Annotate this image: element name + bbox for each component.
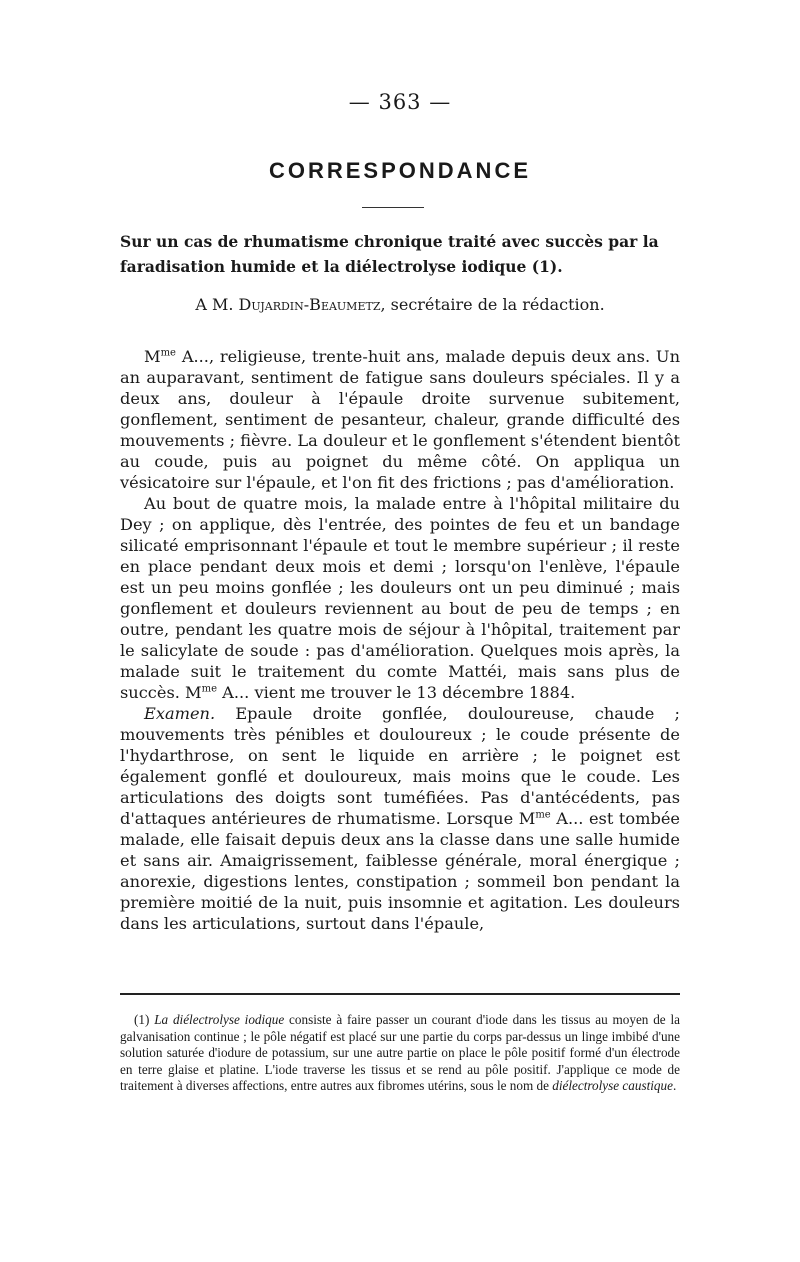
title-divider	[362, 207, 424, 208]
footnote-marker: (1)	[134, 1012, 155, 1027]
text-run: A... vient me trouver le 13 décembre 1884.	[217, 683, 576, 702]
section-heading: CORRESPONDANCE	[268, 158, 532, 183]
letter-body	[120, 346, 680, 934]
paragraph-hospital	[120, 493, 680, 703]
address-name: Dujardin-Beaumetz	[238, 295, 381, 314]
address-prefix: A M.	[195, 295, 234, 314]
superscript: me	[201, 683, 218, 695]
text-run: .	[672, 1078, 677, 1094]
superscript: me	[535, 809, 551, 821]
footnote	[120, 1012, 680, 1095]
article-title: Sur un cas de rhumatisme chronique traité avec succès par la faradisation humide et la diélectrolyse iodique (1).	[120, 232, 659, 276]
text-run: consiste à faire passer un courant d'iode dans les tissus au moyen de la galvanisation continue ; le pôle négatif est placé sur une partie du corps par-dessus un linge imbibé d'une solution saturée d'iodure de potassium, sur une autre partie on place le pôle positif formé d'un électrode en terre glaise et platine. L'iode traverse les tissus et se rend au pôle positif. J'applique ce mode de traitement à diverses affections, entre autres aux fibromes utérins, sous le nom de	[120, 1012, 680, 1094]
text-run: M	[144, 347, 161, 366]
page-number: — 363 —	[348, 90, 452, 114]
address-suffix: , secrétaire de la rédaction.	[380, 295, 605, 314]
examen-label: Examen.	[144, 704, 216, 723]
text-run: Au bout de quatre mois, la malade entre à l'hôpital militaire du Dey ; on applique, dès l'entrée, des pointes de feu et un bandage silicaté emprisonnant l'épaule et tout le membre supérieur ; il reste en place pendant deux mois et demi ; lorsqu'on l'enlève, l'épaule est un peu moins gonflée ; les douleurs ont un peu diminué ; mais gonflement et douleurs reviennent au bout de peu de temps ; en outre, pendant les quatre mois de séjour à l'hôpital, traitement par le salicylate de soude : pas d'amélioration. Quelques mois après, la malade suit le traitement du comte Mattéi, mais sans plus de succès. M	[120, 494, 680, 702]
text-run: Epaule droite gonflée, douloureuse, chaude ; mouvements très pénibles et douloureux ; le coude présente de l'hydarthrose, on sent le liquide en arrière ; le poignet est également gonflé et douloureux, mais moins que le coude. Les articulations des doigts sont tuméfiées. Pas d'antécédents, pas d'attaques antérieures de rhumatisme. Lorsque M	[120, 704, 680, 828]
superscript: me	[160, 347, 176, 359]
footnote-term: diélectrolyse caustique	[552, 1078, 673, 1094]
paragraph-examination	[120, 703, 680, 934]
footnote-divider	[120, 993, 680, 995]
text-run: A... est tombée malade, elle faisait depuis deux ans la classe dans une salle humide et sans air. Amaigrissement, faiblesse générale, moral énergique ; anorexie, digestions lentes, constipation ; sommeil bon pendant la première moitié de la nuit, puis insomnie et agitation. Les douleurs dans les articulations, surtout dans l'épaule,	[120, 809, 681, 933]
footnote-term: La diélectrolyse iodique	[154, 1012, 285, 1027]
footnote-text	[120, 1012, 680, 1095]
address-line	[0, 295, 800, 314]
text-run: A..., religieuse, trente-huit ans, malade depuis deux ans. Un an auparavant, sentiment de fatigue sans douleurs spéciales. Il y a deux ans, douleur à l'épaule droite survenue subitement, gonflement, sentiment de pesanteur, chaleur, grande difficulté des mouvements ; fièvre. La douleur et le gonflement s'étendent bientôt au coude, puis au poignet du même côté. On appliqua un vésicatoire sur l'épaule, et l'on fit des frictions ; pas d'amélioration.	[120, 347, 680, 492]
paragraph-history	[120, 346, 680, 493]
